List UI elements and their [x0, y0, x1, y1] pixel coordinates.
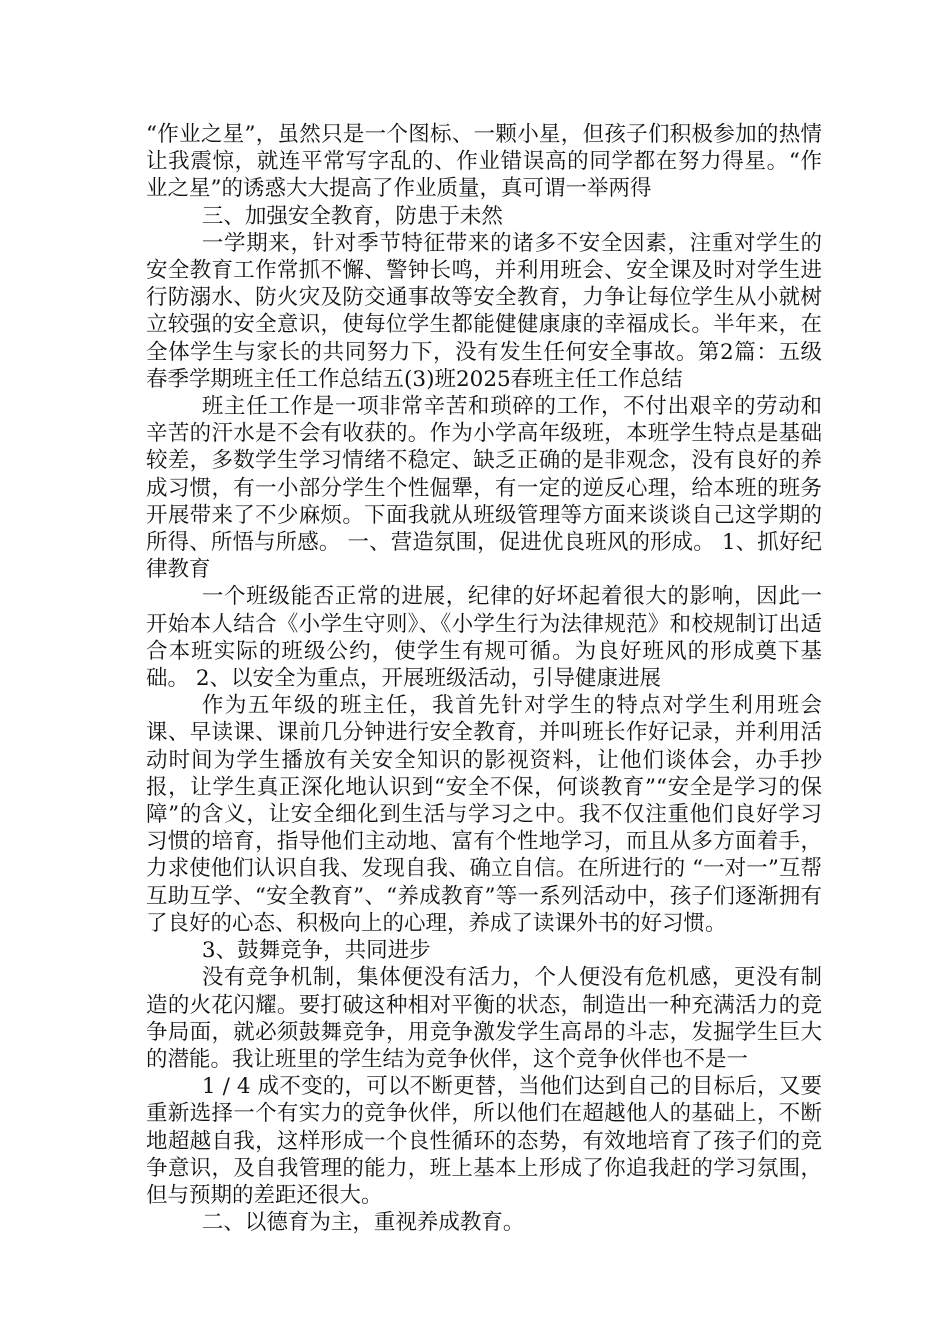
paragraph-discipline: 一个班级能否正常的进展，纪律的好坏起着很大的影响，因此一开始本人结合《小学生守则》、《小学生行为法律规范》和校规制订出适合本班实际的班级公约，使学生有规可循。为良好班风的形成奠下基础。 2、以安全为重点，开展班级活动，引导健康进展 — [146, 584, 822, 692]
heading-safety-education: 三、加强安全教育，防患于未然 — [201, 203, 503, 229]
paragraph-competition-partner: 1 / 4 成不变的，可以不断更替，当他们达到自己的目标后，又要重新选择一个有实力的竞争伙伴，所以他们在超越他人的基础上，不断地超越自我，这样形成一个良性循环的态势，有效地培育了孩子们的竞争意识，及自我管理的能力，班上基本上形成了你追我赶的学习氛围，但与预期的差距还很大。 — [146, 1074, 822, 1208]
paragraph-grade-five-teacher: 作为五年级的班主任，我首先针对学生的特点对学生利用班会课、早读课、课前几分钟进行安全教育，并叫班长作好记录，并利用活动时间为学生播放有关安全知识的影视资料，让他们谈体会，办手抄报，让学生真正深化地认识到“安全不保，何谈教育”“安全是学习的保障”的含义，让安全细化到生活与学习之中。我不仅注重他们良好学习习惯的培育，指导他们主动地、富有个性地学习，而且从多方面着手，力求使他们认识自我、发现自我、确立自信。在所进行的 “一对一”互帮互助互学、“安全教育”、“养成教育”等一系列活动中，孩子们逐渐拥有了良好的心态、积极向上的心理，养成了读课外书的好习惯。 — [146, 693, 822, 936]
heading-encourage-competition: 3、鼓舞竞争，共同进步 — [201, 938, 431, 964]
paragraph-competition-mechanism: 没有竞争机制，集体便没有活力，个人便没有危机感，更没有制造的火花闪耀。要打破这种相对平衡的状态，制造出一种充满活力的竞争局面，就必须鼓舞竞争，用竞争激发学生高昂的斗志，发掘学生巨大的潜能。我让班里的学生结为竞争伙伴，这个竞争伙伴也不是一 — [146, 965, 822, 1072]
paragraph-homework-star: “作业之星”，虽然只是一个图标、一颗小星，但孩子们积极参加的热情让我震惊，就连平常写字乱的、作业错误高的同学都在努力得星。“作业之星”的诱惑大大提高了作业质量，真可谓一举两得 — [146, 122, 822, 202]
document-body — [146, 121, 822, 1236]
paragraph-safety-semester: 一学期来，针对季节特征带来的诸多不安全因素，注重对学生的安全教育工作常抓不懈、警钟长鸣，并利用班会、安全课及时对学生进行防溺水、防火灾及防交通事故等安全教育，力争让每位学生从小就树立较强的安全意识，使每位学生都能健健康康的幸福成长。半年来，在全体学生与家长的共同努力下，没有发生任何安全事故。第2篇：五级春季学期班主任工作总结五(3)班2025春班主任工作总结 — [146, 230, 822, 392]
heading-moral-education: 二、以德育为主，重视养成教育。 — [201, 1210, 525, 1236]
paragraph-class-teacher-work: 班主任工作是一项非常辛苦和琐碎的工作，不付出艰辛的劳动和辛苦的汗水是不会有收获的。作为小学高年级班，本班学生特点是基础较差，多数学生学习情绪不稳定、缺乏正确的是非观念，没有良好的养成习惯，有一小部分学生个性倔犟，有一定的逆反心理，给本班的班务开展带来了不少麻烦。下面我就从班级管理等方面来谈谈自己这学期的所得、所悟与所感。 一、营造氛围，促进优良班风的形成。 1、抓好纪律教育 — [146, 394, 822, 583]
